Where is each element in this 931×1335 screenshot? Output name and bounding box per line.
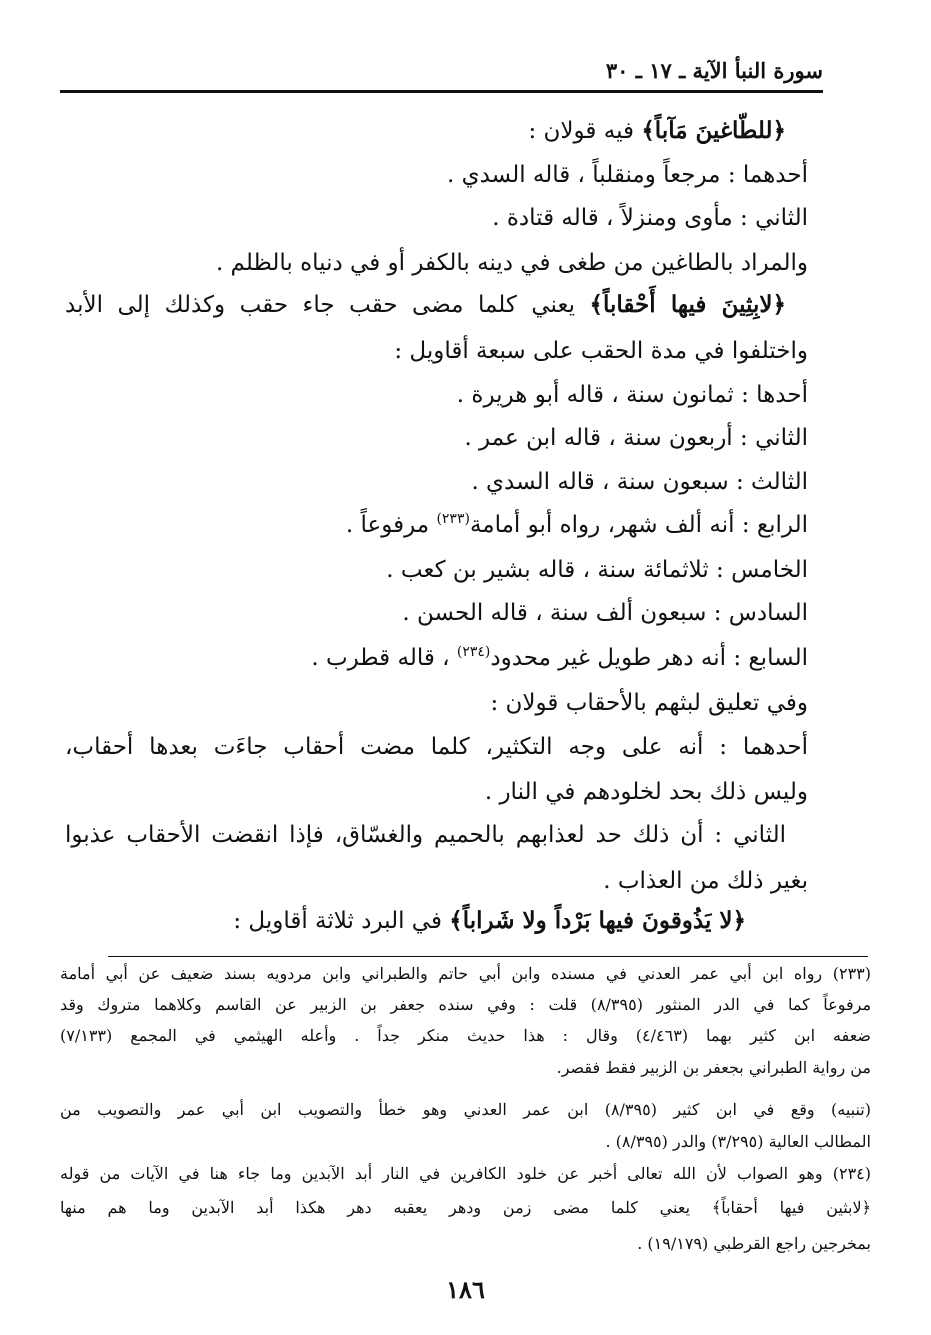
footnote-line: مرفوعاً كما في الدر المنثور (٨/٣٩٥) قلت : وفي سنده جعفر بن الزبير عن القاسم وكلاهما متروك وقد (60, 995, 872, 1014)
text-line-11: الخامس : ثلاثمائة سنة ، قاله بشير بن كعب . (386, 557, 808, 583)
text-line-3: الثاني : مأوى ومنزلاً ، قاله قتادة . (492, 205, 808, 231)
page-number: ١٨٦ (446, 1275, 485, 1304)
line-text: في البرد ثلاثة أقاويل : (233, 908, 450, 934)
footnote-line: بمخرجين راجع القرطبي (١٩/١٧٩) . (637, 1234, 871, 1253)
text-line-17: الثاني : أن ذلك حد لعذابهم بالحميم والغسّاق، فإذا انقضت الأحقاب عذبوا (65, 822, 786, 848)
text-line-5 (65, 290, 786, 320)
text-line-6: واختلفوا في مدة الحقب على سبعة أقاويل : (394, 338, 808, 364)
footnote-line: (تنبيه) وقع في ابن كثير (٨/٣٩٥) ابن عمر العدني وهو خطأ والتصويب ابن أبي عمر والتصويب من (60, 1100, 871, 1119)
line-text: مرفوعاً . (345, 512, 437, 538)
line-text: ، قاله قطرب . (311, 645, 457, 671)
footnote-line: (٢٣٤) وهو الصواب لأن الله تعالى أخبر عن خلود الكافرين في النار أبد الآبدين وما جاء هنا في الآيات من قوله (60, 1164, 871, 1183)
text-line-10 (346, 510, 808, 543)
footnote-ref-233: (٢٣٣) (436, 511, 470, 527)
line-text: الرابع : أنه ألف شهر، رواه أبو أمامة (469, 512, 808, 538)
text-line-16: وليس ذلك بحد لخلودهم في النار . (484, 779, 808, 805)
text-line-18: بغير ذلك من العذاب . (603, 868, 808, 894)
footnote-ref-234: (٢٣٤) (456, 644, 491, 660)
quran-quote: ﴿لا يَذُوقونَ فيها بَرْداً ولا شَراباً﴾ (449, 907, 746, 934)
footnote-line: (٢٣٣) رواه ابن أبي عمر العدني في مسنده وابن أبي حاتم والطبراني وابن مردويه بسند ضعيف عن أبي أمامة (60, 964, 871, 983)
footnote-line: ﴿لابثين فيها أحقاباً﴾ يعني كلما مضى زمن ودهر يعقبه دهر هكذا أبد الآبدين وما هم منها (60, 1198, 872, 1217)
surah-header-title: سورة النبأ الآية ـ ١٧ ـ ٣٠ (605, 58, 823, 83)
footnote-line: من رواية الطبراني بجعفر بن الزبير فقط فقصر. (556, 1058, 871, 1077)
footnote-line: ضعفه ابن كثير بهما (٤/٤٦٣) وقال : هذا حديث منكر جداً . وأعله الهيثمي في المجمع (٧/١٣٣) (60, 1026, 871, 1045)
text-line-7: أحدها : ثمانون سنة ، قاله أبو هريرة . (456, 382, 808, 408)
text-line-2: أحدهما : مرجعاً ومنقلباً ، قاله السدي . (446, 162, 808, 188)
text-line-19 (233, 906, 746, 936)
text-line-13 (311, 643, 808, 676)
text-line-14: وفي تعليق لبثهم بالأحقاب قولان : (490, 690, 808, 716)
footnote-divider (108, 956, 868, 957)
text-line-9: الثالث : سبعون سنة ، قاله السدي . (471, 469, 808, 495)
line-text: فيه قولان : (528, 118, 642, 144)
quran-quote: ﴿لابِثِينَ فيها أَحْقاباً﴾ (589, 291, 786, 318)
running-header (60, 58, 823, 88)
line-text: السابع : أنه دهر طويل غير محدود (490, 645, 808, 671)
text-line-15: أحدهما : أنه على وجه التكثير، كلما مضت أحقاب جاءَت بعدها أحقاب، (65, 734, 808, 760)
text-line-8: الثاني : أربعون سنة ، قاله ابن عمر . (464, 425, 808, 451)
text-line-4: والمراد بالطاغين من طغى في دينه بالكفر أو في دنياه بالظلم . (215, 250, 808, 276)
footnote-line: المطالب العالية (٣/٢٩٥) والدر (٨/٣٩٥) . (605, 1132, 871, 1151)
line-text: يعني كلما مضى حقب جاء حقب وكذلك إلى الأبد (65, 292, 590, 318)
text-line-1 (528, 116, 786, 146)
quran-quote: ﴿للطّاغينَ مَآباً﴾ (641, 117, 786, 144)
text-line-12: السادس : سبعون ألف سنة ، قاله الحسن . (402, 600, 808, 626)
header-divider (60, 90, 823, 93)
